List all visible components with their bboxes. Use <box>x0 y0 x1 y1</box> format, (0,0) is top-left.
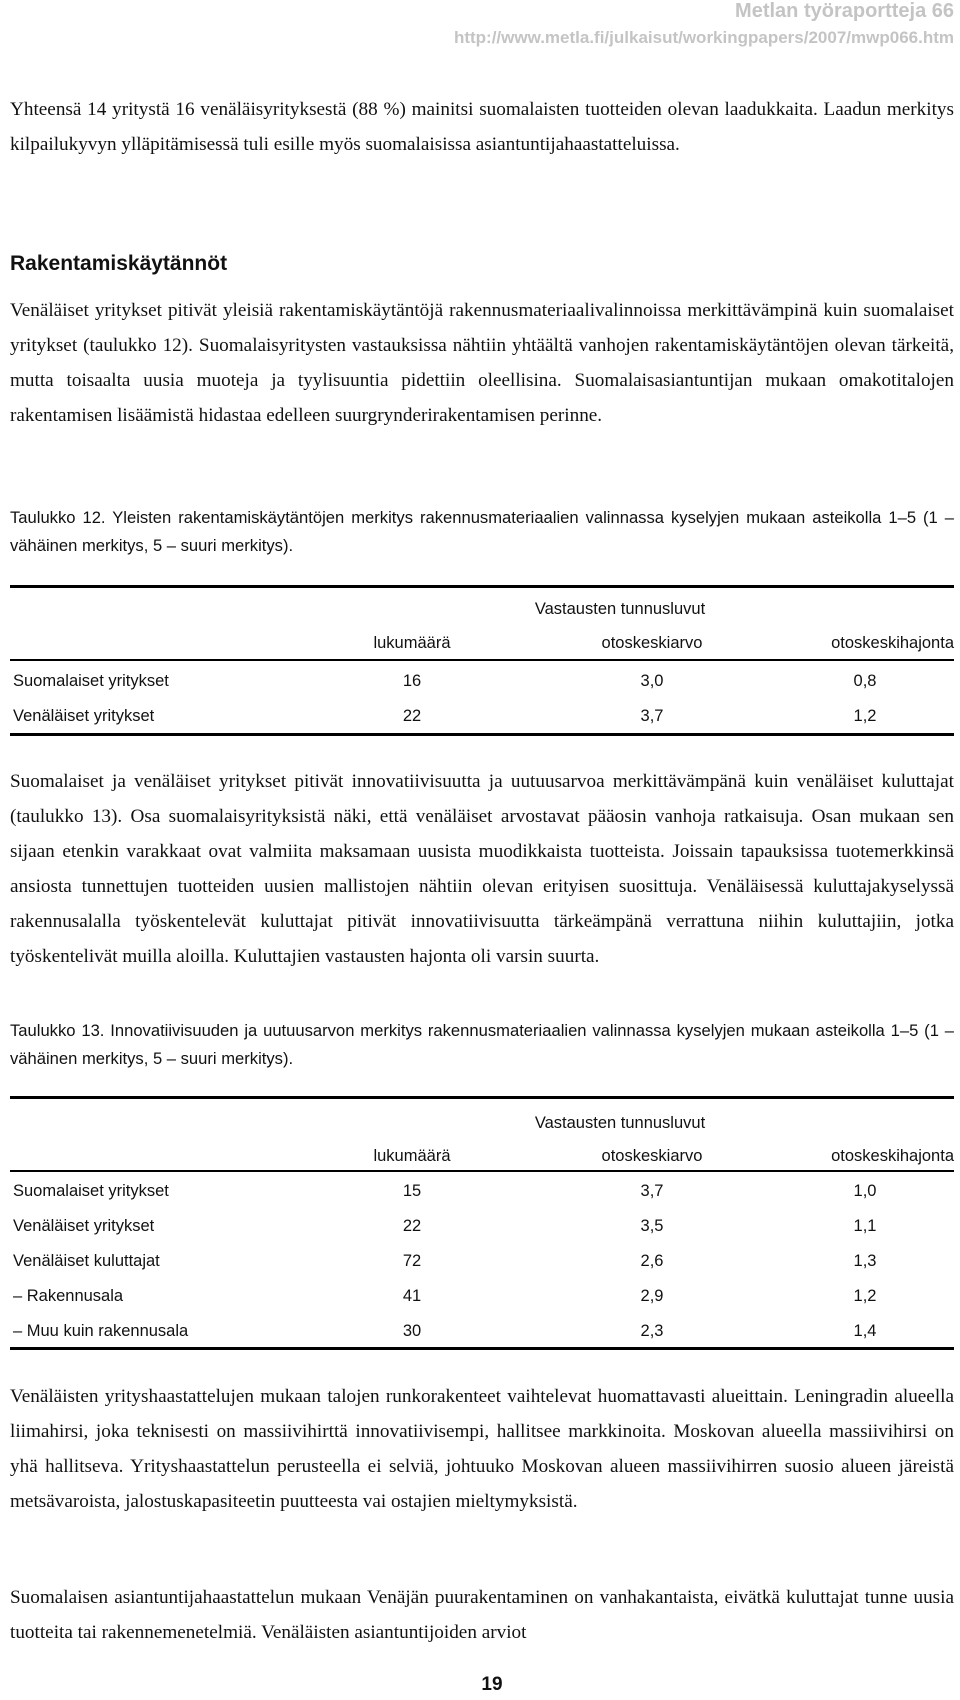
paragraph-expert-opinion: Suomalaisen asiantuntijahaastattelun mukaan Venäjän puurakentaminen on vanhakantaista, eivätkä kuluttajat tunne uusia tuotteita tai rakennemenetelmiä. Venäläisten asiantuntijoiden arviot <box>10 1587 954 1643</box>
row-mean: 3,0 <box>640 672 664 690</box>
table13-col-count: lukumäärä <box>373 1147 451 1165</box>
table12-caption: Taulukko 12. Yleisten rakentamiskäytäntöjen merkitys rakennusmateriaalien valinnassa kyselyjen mukaan asteikolla 1–5 (1 – vähäinen merkitys, 5 – suuri merkitys). <box>10 508 954 555</box>
row-sd: 0,8 <box>853 672 877 690</box>
row-count: 22 <box>402 1217 422 1235</box>
table13-caption: Taulukko 13. Innovatiivisuuden ja uutuusarvon merkitys rakennusmateriaalien valinnassa kyselyjen mukaan asteikolla 1–5 (1 – vähäinen merkitys, 5 – suuri merkitys). <box>10 1021 954 1068</box>
table12-bottom-rule <box>10 733 954 736</box>
row-sd: 1,1 <box>853 1217 877 1235</box>
row-count: 22 <box>402 707 422 725</box>
row-mean: 3,7 <box>640 1182 664 1200</box>
paragraph-structures: Venäläisten yrityshaastattelujen mukaan talojen runkorakenteet vaihtelevat huomattavasti alueittain. Leningradin alueella liimahirsi, joka teknisesti on massiivihirttä innovatiivisempi, hallitsee markkinoita. Moskovan alueella massiivihirsi on yhä hallitseva. Yrityshaastattelun perusteella ei selviä, johtuuko Moskovan alueen massiivihirren suosio alueen järeistä metsävaroista, jalostuskapasiteetin puutteesta vai ostajien mieltymyksistä. <box>10 1386 954 1512</box>
paragraph-quality: Yhteensä 14 yritystä 16 venäläisyrityksestä (88 %) mainitsi suomalaisten tuotteiden olevan laadukkaita. Laadun merkitys kilpailukyvyn ylläpitämisessä tuli esille myös suomalaisissa asiantuntijahaastatteluissa. <box>10 99 954 155</box>
row-count: 16 <box>402 672 422 690</box>
table13-col-sd: otoskeskihajonta <box>831 1147 954 1165</box>
row-label: Venäläiset yritykset <box>13 707 155 725</box>
table13-header-rule <box>10 1170 954 1172</box>
row-mean: 3,5 <box>640 1217 664 1235</box>
table12-col-mean: otoskeskiarvo <box>601 634 703 652</box>
table12-col-count: lukumäärä <box>373 634 451 652</box>
row-mean: 3,7 <box>640 707 664 725</box>
report-series-title: Metlan työraportteja 66 <box>735 0 954 22</box>
section-heading: Rakentamiskäytännöt <box>10 252 228 275</box>
row-count: 72 <box>402 1252 422 1270</box>
page-number: 19 <box>481 1674 503 1695</box>
row-count: 30 <box>402 1322 422 1340</box>
row-label: Suomalaiset yritykset <box>13 1182 169 1200</box>
document-page <box>10 0 954 1700</box>
table13-col-mean: otoskeskiarvo <box>601 1147 703 1165</box>
row-sd: 1,2 <box>853 1287 877 1305</box>
paragraph-innovation: Suomalaiset ja venäläiset yritykset pitivät innovatiivisuutta ja uutuusarvoa merkittävämpänä kuin venäläiset kuluttajat (taulukko 13). Osa suomalaisyrityksistä näki, että venäläiset arvostavat pääosin vanhoja ratkaisuja. Osan mukaan sen sijaan etenkin varakkaat ovat valmiita maksamaan uusista muodikkaista tuotteista. Joissain tapauksissa tuotemerkkinsä ansiosta tunnettujen tuotteiden uusien mallistojen nähtiin olevan erityisen suosittuja. Venäläisessä kuluttajakyselyssä rakennusalalla työskentelevät kuluttajat pitivät innovatiivisuutta tärkeämpänä verrattuna niihin kuluttajiin, jotka työskentelivät muilla aloilla. Kuluttajien vastausten hajonta oli varsin suurta. <box>10 771 954 967</box>
row-count: 15 <box>402 1182 422 1200</box>
row-sd: 1,3 <box>853 1252 877 1270</box>
row-label: Suomalaiset yritykset <box>13 672 169 690</box>
row-mean: 2,9 <box>640 1287 664 1305</box>
row-sd: 1,4 <box>853 1322 877 1340</box>
row-sd: 1,0 <box>853 1182 877 1200</box>
table12-header-rule <box>10 659 954 661</box>
table12-top-rule <box>10 585 954 588</box>
row-sd: 1,2 <box>853 707 877 725</box>
row-mean: 2,6 <box>640 1252 664 1270</box>
row-label: – Muu kuin rakennusala <box>13 1322 189 1340</box>
row-count: 41 <box>402 1287 422 1305</box>
row-label: – Rakennusala <box>13 1287 124 1305</box>
report-url[interactable]: http://www.metla.fi/julkaisut/workingpapers/2007/mwp066.htm <box>453 28 954 47</box>
table13-top-rule <box>10 1096 954 1099</box>
table12-col-sd: otoskeskihajonta <box>831 634 954 652</box>
paragraph-practices: Venäläiset yritykset pitivät yleisiä rakentamiskäytäntöjä rakennusmateriaalivalinnoissa merkittävämpinä kuin suomalaiset yritykset (taulukko 12). Suomalaisyritysten vastauksissa nähtiin yhtäältä vanhojen rakentamiskäytäntöjen olevan tärkeitä, mutta toisaalta uusia muoteja ja tyylisuuntia pidettiin oleellisina. Suomalaisasiantuntijan mukaan omakotitalojen rakentamisen lisäämistä hidastaa edelleen suurgrynderirakentamisen perinne. <box>10 300 954 426</box>
table13-group-header: Vastausten tunnusluvut <box>534 1114 706 1132</box>
table13-bottom-rule <box>10 1347 954 1350</box>
table12-group-header: Vastausten tunnusluvut <box>534 600 706 618</box>
row-mean: 2,3 <box>640 1322 664 1340</box>
row-label: Venäläiset yritykset <box>13 1217 155 1235</box>
row-label: Venäläiset kuluttajat <box>13 1252 160 1270</box>
